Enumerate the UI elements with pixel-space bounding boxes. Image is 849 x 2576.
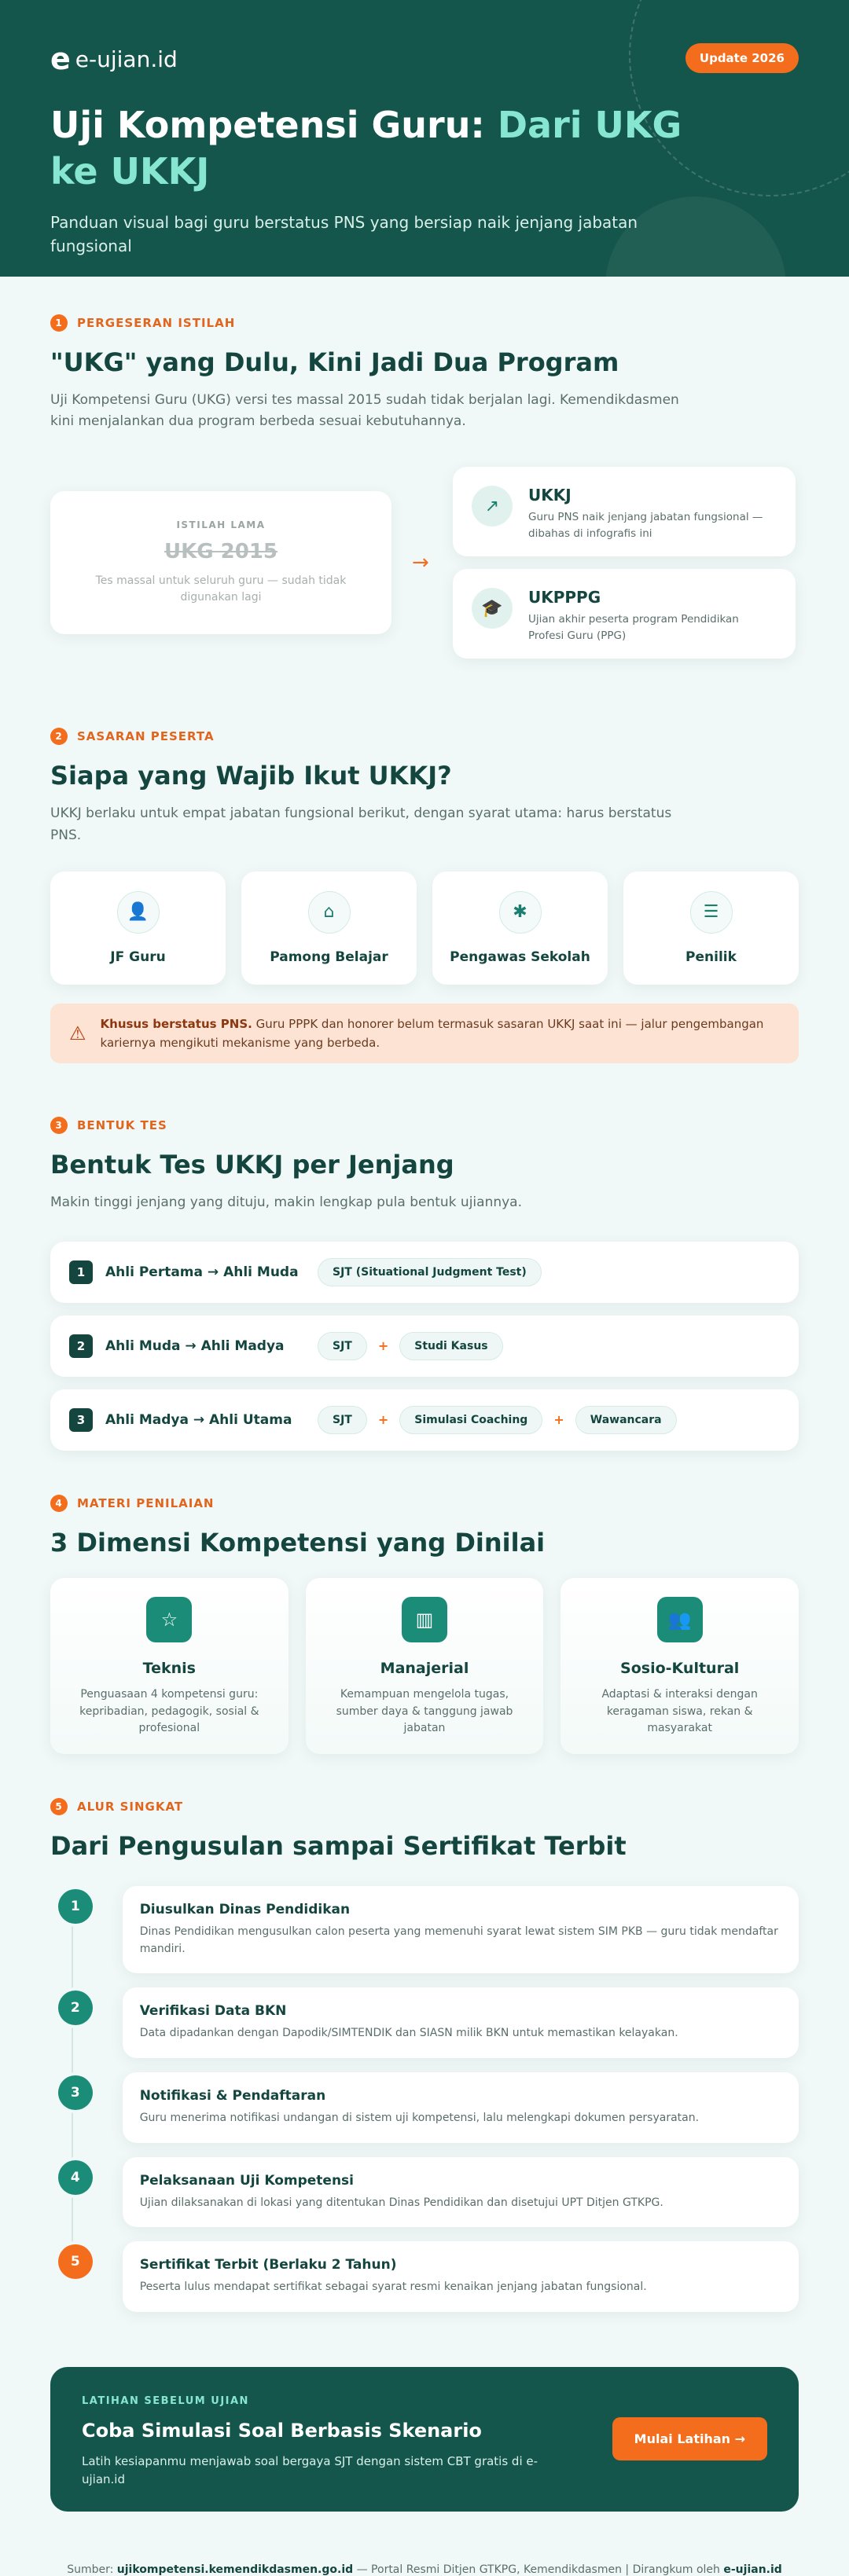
- dimension-desc: Kemampuan mengelola tugas, sumber daya & tanggung jawab jabatan: [336, 1687, 513, 1735]
- title-accent: Dari UKG ke UKKJ: [50, 104, 682, 193]
- old-term-desc: Tes massal untuk seluruh guru — sudah tidak digunakan lagi: [95, 574, 347, 604]
- page-title: [50, 102, 726, 195]
- section-kicker: [50, 314, 799, 332]
- plus-icon: +: [553, 1412, 564, 1428]
- section-number: 1: [50, 314, 68, 332]
- step-title: Sertifikat Terbit (Berlaku 2 Tahun): [139, 2257, 397, 2273]
- role-card-pengawas-sekolah: [432, 872, 608, 985]
- step-desc: Guru menerima notifikasi undangan di sistem uji kompetensi, lalu melengkapi dokumen persyaratan.: [139, 2112, 700, 2124]
- section-title: 3 Dimensi Kompetensi yang Dinilai: [50, 1527, 546, 1558]
- plus-icon: +: [377, 1338, 389, 1354]
- dimension-desc: Adaptasi & interaksi dengan keragaman siswa, rekan & masyarakat: [601, 1687, 758, 1735]
- logo-text: e-ujian.id: [75, 46, 178, 72]
- warning-icon: ⚠: [69, 1022, 86, 1044]
- timeline-step: [50, 2072, 799, 2143]
- old-term-card: [50, 491, 391, 634]
- level-number: 2: [69, 1334, 93, 1358]
- old-term-name: UKG 2015: [164, 540, 277, 564]
- users-icon: 👥: [657, 1597, 703, 1642]
- step-number: 2: [55, 1987, 96, 2028]
- step-desc: Peserta lulus mendapat sertifikat sebagai syarat resmi kenaikan jenjang jabatan fungsional.: [139, 2281, 647, 2294]
- test-chip: Studi Kasus: [399, 1332, 502, 1360]
- section-description: Makin tinggi jenjang yang dituju, makin lengkap pula bentuk ujiannya.: [50, 1194, 522, 1210]
- level-name: Ahli Pertama → Ahli Muda: [105, 1264, 299, 1280]
- section-title: "UKG" yang Dulu, Kini Jadi Dua Program: [50, 347, 619, 377]
- program-card-ukpppg: [453, 569, 796, 659]
- dimension-card-teknis: [50, 1578, 289, 1754]
- footer-brand-link[interactable]: e-ujian.id: [723, 2563, 782, 2576]
- section-number: 5: [50, 1798, 68, 1815]
- arrow-right-icon: →: [412, 551, 429, 575]
- bar-chart-icon: ▥: [402, 1597, 447, 1642]
- kicker-label: SASARAN PESERTA: [77, 729, 215, 744]
- program-title: UKKJ: [528, 486, 572, 505]
- level-number: 3: [69, 1408, 93, 1432]
- section-kicker: [50, 1495, 799, 1512]
- graduation-cap-icon: 🎓: [472, 588, 513, 629]
- cta-desc: Latih kesiapanmu menjawab soal bergaya SJT dengan sistem CBT gratis di e-ujian.id: [82, 2454, 538, 2487]
- update-badge: Update 2026: [685, 43, 799, 73]
- step-number: 3: [55, 2072, 96, 2113]
- section-title: Siapa yang Wajib Ikut UKKJ?: [50, 761, 452, 791]
- test-chip: Wawancara: [575, 1406, 677, 1434]
- test-chip: SJT (Situational Judgment Test): [318, 1258, 542, 1286]
- role-name: JF Guru: [110, 949, 166, 965]
- section-description: UKKJ berlaku untuk empat jabatan fungsional berikut, dengan syarat utama: harus berstatus PNS.: [50, 805, 672, 843]
- dimension-name: Teknis: [142, 1659, 196, 1677]
- section-title: Dari Pengusulan sampai Sertifikat Terbit: [50, 1830, 627, 1861]
- dimension-card-sosio-kultural: [560, 1578, 799, 1754]
- old-term-label: ISTILAH LAMA: [176, 519, 266, 531]
- cta-title: Coba Simulasi Soal Berbasis Skenario: [82, 2420, 482, 2442]
- level-row: [50, 1389, 799, 1451]
- role-name: Pengawas Sekolah: [450, 949, 590, 965]
- test-chip: Simulasi Coaching: [399, 1406, 542, 1434]
- level-number: 1: [69, 1260, 93, 1284]
- warning-bold: Khusus berstatus PNS.: [100, 1016, 252, 1031]
- role-card-pamong-belajar: [241, 872, 417, 985]
- footer-source-link[interactable]: ujikompetensi.kemendikdasmen.go.id: [116, 2563, 354, 2576]
- kicker-label: ALUR SINGKAT: [77, 1799, 184, 1814]
- timeline-step: [50, 1886, 799, 1973]
- logo-icon: e: [50, 42, 71, 76]
- role-name: Penilik: [685, 949, 737, 965]
- section-term-shift: [0, 314, 849, 659]
- user-icon: 👤: [117, 891, 160, 934]
- dimension-name: Sosio-Kultural: [620, 1659, 740, 1677]
- role-card-penilik: [623, 872, 799, 985]
- timeline-step: [50, 1987, 799, 2058]
- dimension-name: Manajerial: [380, 1659, 469, 1677]
- supervisor-icon: ✱: [499, 891, 542, 934]
- star-icon: ☆: [146, 1597, 192, 1642]
- test-chip: SJT: [318, 1406, 367, 1434]
- document-icon: ☰: [690, 891, 733, 934]
- section-test-format: [0, 1117, 849, 1451]
- timeline-step: [50, 2241, 799, 2312]
- footer-prefix: Sumber:: [67, 2563, 117, 2576]
- step-number: 5: [55, 2241, 96, 2282]
- test-chip: SJT: [318, 1332, 367, 1360]
- section-target-participants: [0, 728, 849, 1062]
- program-title: UKPPPG: [528, 588, 601, 607]
- program-desc: Ujian akhir peserta program Pendidikan Profesi Guru (PPG): [528, 613, 739, 642]
- cta-banner: [50, 2367, 799, 2512]
- plus-icon: +: [377, 1412, 389, 1428]
- warning-body: Guru PPPK dan honorer belum termasuk sasaran UKKJ saat ini — jalur pengembangan kariernya mengikuti mekanisme yang berbeda.: [100, 1016, 764, 1050]
- footer-middle: — Portal Resmi Ditjen GTKPG, Kemendikdasmen | Dirangkum oleh: [353, 2563, 724, 2576]
- step-title: Notifikasi & Pendaftaran: [139, 2088, 326, 2104]
- level-name: Ahli Muda → Ahli Madya: [105, 1338, 285, 1354]
- decorative-circle: [605, 196, 786, 277]
- start-practice-button[interactable]: Mulai Latihan →: [612, 2417, 767, 2460]
- timeline-step: [50, 2157, 799, 2228]
- step-desc: Ujian dilaksanakan di lokasi yang ditentukan Dinas Pendidikan dan disetujui UPT Ditjen GTKPG.: [139, 2196, 663, 2209]
- hero-banner: [0, 0, 849, 277]
- role-card-jf-guru: [50, 872, 226, 985]
- step-desc: Data dipadankan dengan Dapodik/SIMTENDIK dan SIASN milik BKN untuk memastikan kelayakan.: [139, 2027, 678, 2040]
- dimension-desc: Penguasaan 4 kompetensi guru: kepribadian, pedagogik, sosial & profesional: [79, 1687, 259, 1735]
- warning-text: [101, 1015, 780, 1052]
- kicker-label: MATERI PENILAIAN: [77, 1495, 215, 1510]
- trend-up-icon: ↗: [472, 486, 513, 527]
- section-number: 2: [50, 728, 68, 745]
- level-row: [50, 1242, 799, 1303]
- home-icon: ⌂: [308, 891, 351, 934]
- level-row: [50, 1316, 799, 1377]
- role-name: Pamong Belajar: [270, 949, 388, 965]
- step-number: 4: [55, 2157, 96, 2198]
- kicker-label: BENTUK TES: [77, 1117, 167, 1132]
- page-subtitle: Panduan visual bagi guru berstatus PNS yang bersiap naik jenjang jabatan fungsional: [50, 212, 638, 255]
- section-number: 4: [50, 1495, 68, 1512]
- program-card-ukkj: [453, 467, 796, 556]
- section-kicker: [50, 728, 799, 745]
- section-kicker: [50, 1117, 799, 1134]
- section-title: Bentuk Tes UKKJ per Jenjang: [50, 1149, 454, 1180]
- section-assessment-material: [0, 1495, 849, 1754]
- cta-kicker: LATIHAN SEBELUM UJIAN: [82, 2395, 249, 2408]
- section-description: Uji Kompetensi Guru (UKG) versi tes massal 2015 sudah tidak berjalan lagi. Kemendikdasmen kini menjalankan dua program berbeda sesuai kebutuhannya.: [50, 392, 679, 430]
- section-kicker: [50, 1798, 799, 1815]
- pns-warning-box: [50, 1004, 799, 1063]
- dimension-card-manajerial: [306, 1578, 544, 1754]
- step-number: 1: [55, 1886, 96, 1927]
- title-main: Uji Kompetensi Guru:: [50, 104, 498, 146]
- section-flow: [0, 1798, 849, 2312]
- step-desc: Dinas Pendidikan mengusulkan calon peserta yang memenuhi syarat lewat sistem SIM PKB — guru tidak mendaftar mandiri.: [139, 1925, 778, 1955]
- step-title: Pelaksanaan Uji Kompetensi: [139, 2172, 354, 2189]
- kicker-label: PERGESERAN ISTILAH: [77, 316, 236, 330]
- section-number: 3: [50, 1117, 68, 1134]
- step-title: Diusulkan Dinas Pendidikan: [139, 1901, 351, 1917]
- level-name: Ahli Madya → Ahli Utama: [105, 1411, 292, 1428]
- footer: [0, 2563, 849, 2576]
- step-title: Verifikasi Data BKN: [139, 2003, 287, 2020]
- program-desc: Guru PNS naik jenjang jabatan fungsional — dibahas di infografis ini: [528, 511, 763, 540]
